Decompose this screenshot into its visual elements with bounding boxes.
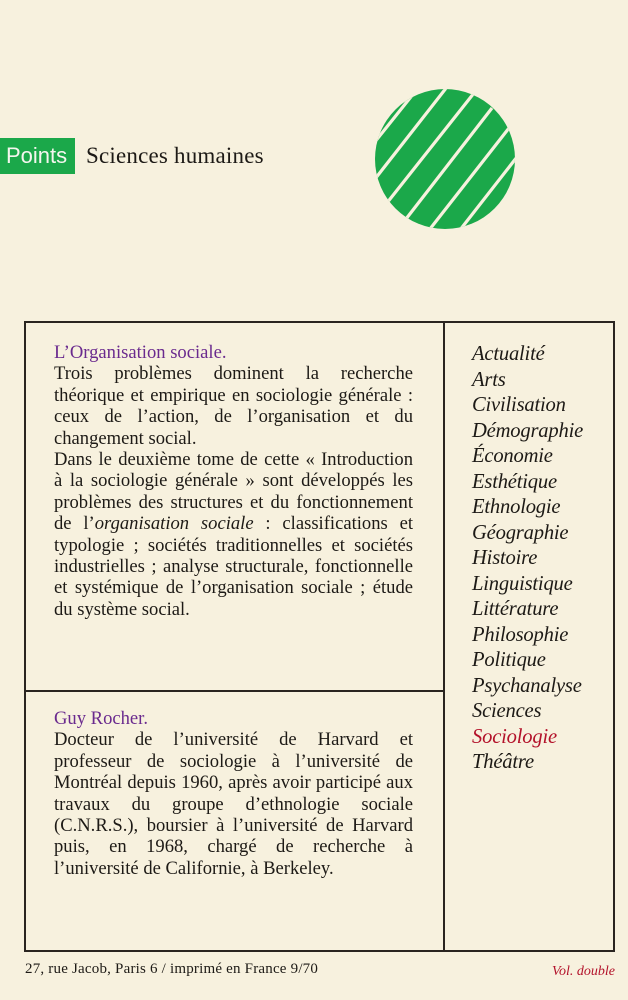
topic-item: Arts — [472, 368, 506, 391]
summary-text-a: Dans le deuxième tome de cette « Introduction à la sociologie générale » sont développés les problèmes des structures et du fonctionnement de l’ — [54, 449, 413, 535]
topic-item: Démographie — [472, 419, 584, 442]
book-title: L’Organisation sociale. — [54, 342, 227, 363]
topic-item: Civilisation — [472, 394, 566, 416]
topic-item: Ethnologie — [472, 496, 561, 518]
topic-item: Psychanalyse — [472, 674, 582, 697]
summary-paragraph-1: Trois problèmes dominent la recherche théorique et empirique en sociologie générale : ceux de l’action, de l’organisation et du changement social. — [54, 363, 413, 449]
points-badge: Points — [0, 138, 75, 174]
topic-item: Esthétique — [472, 470, 557, 493]
column-divider — [443, 321, 445, 952]
author-name: Guy Rocher. — [54, 708, 148, 729]
summary-text-b: : classifications et typologie ; sociétés traditionnelles et sociétés industrielles ; analyse structurale, fonctionnelle et systémique de l’organisation sociale ; étude du système social. — [54, 513, 413, 620]
topic-item: Littérature — [472, 598, 559, 620]
topic-item: Politique — [472, 649, 546, 671]
topic-item: Actualité — [472, 343, 545, 365]
series-name: Sciences humaines — [86, 143, 264, 168]
topic-item: Linguistique — [472, 572, 573, 595]
summary-emphasis: organisation sociale — [94, 513, 254, 535]
topic-item-active: Sociologie — [472, 725, 557, 748]
summary-paragraph-2 — [54, 449, 413, 620]
topic-item: Sciences — [472, 700, 542, 722]
topic-item: Théâtre — [472, 751, 534, 773]
topic-item: Économie — [472, 445, 553, 467]
volume-label: Vol. double — [552, 964, 615, 979]
author-bio: Docteur de l’université de Harvard et professeur de sociologie à l’université de Montréal depuis 1960, après avoir participé aux travaux du groupe d’ethnologie sociale (C.N.R.S.), boursier à l’université de Harvard puis, en 1968, chargé de recherche à l’université de Californie, à Berkeley. — [54, 729, 413, 879]
topic-item: Histoire — [472, 547, 538, 569]
section-divider — [24, 690, 445, 692]
author-section — [54, 708, 413, 879]
topic-item: Philosophie — [472, 623, 569, 646]
series-header — [0, 138, 264, 174]
topic-list — [472, 342, 583, 776]
publisher-imprint: 27, rue Jacob, Paris 6 / imprimé en France 9/70 — [25, 961, 319, 977]
book-summary — [54, 342, 413, 620]
striped-circle-icon — [374, 88, 516, 230]
topic-item: Géographie — [472, 521, 569, 544]
